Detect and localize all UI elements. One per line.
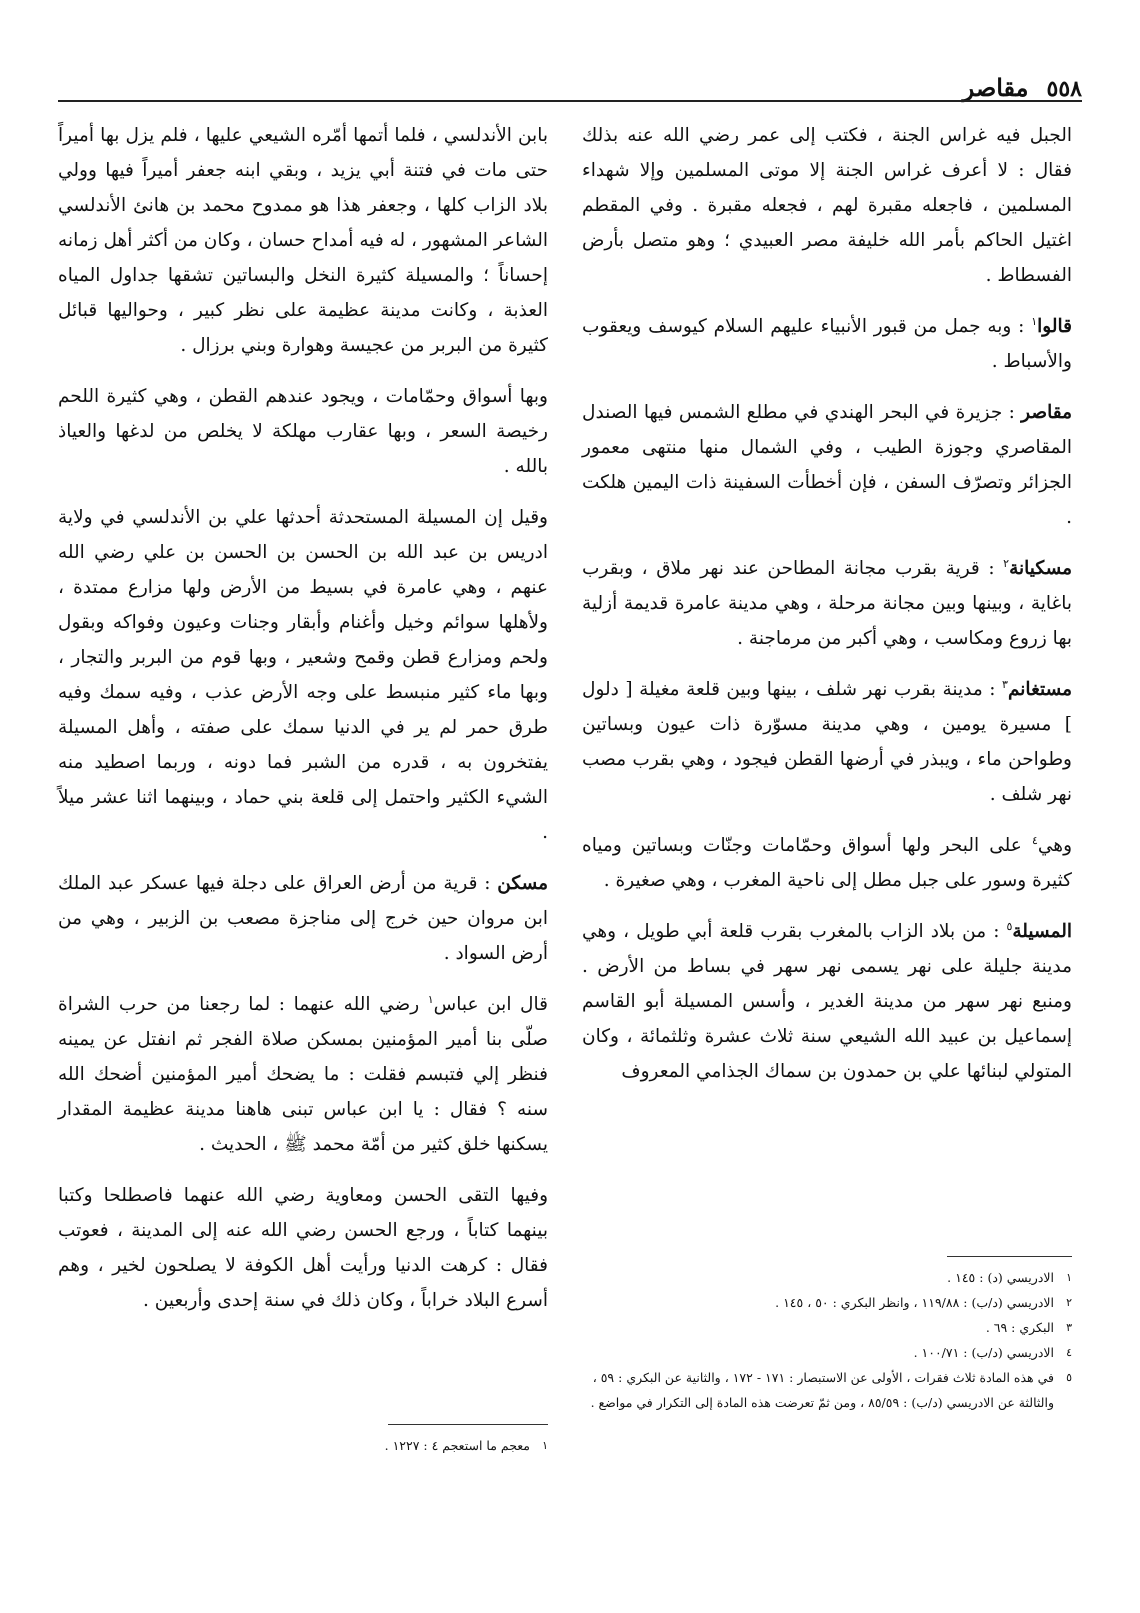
paragraph: وبها أسواق وحمّامات ، ويجود عندهم القطن ، وهي كثيرة اللحم رخيصة السعر ، وبها عقارب مهلكة لا يخلص من لدغها والعياذ بالله . <box>58 386 548 477</box>
entry-lead: وهي <box>1037 835 1072 856</box>
header-rule <box>58 100 1082 102</box>
paragraph: بابن الأندلسي ، فلما أتمها أمّره الشيعي عليها ، فلم يزل بها أميراً حتى مات في فتنة أبي يزيد ، وبقي ابنه جعفر أميراً فيها وولي بلاد الزاب كلها ، وجعفر هذا هو ممدوح محمد بن هانئ الأندلسي الشاعر المشهور ، له فيه أمداح حسان ، وكان من أكثر أهل زمانه إحساناً ؛ والمسيلة كثيرة النخل والبساتين تشقها جداول المياه العذبة ، وكانت مدينة عظيمة على نظر كبير ، وحواليها قبائل كثيرة من البربر من عجيسة وهوارة وبني برزال . <box>58 125 548 356</box>
footnote-ref: ٥ <box>1006 919 1013 933</box>
footnote: ٥ في هذه المادة ثلاث فقرات ، الأولى عن الاستبصار : ١٧١ - ١٧٢ ، والثانية عن البكري : ٥٩ ، والثالثة عن الادريسي (د/ب) : ٨٥/٥٩ ، ومن ثمّ تعرضت هذه المادة إلى التكرار في مواضع . <box>590 1370 1072 1410</box>
footnote-rule <box>947 1256 1072 1257</box>
entry-term: مسكيانة <box>1009 558 1072 579</box>
entry-paragraph <box>58 866 548 971</box>
footnote-ref: ٣ <box>1002 677 1008 691</box>
running-title: مقاصر <box>962 73 1029 102</box>
entry-text: : وبه جمل من قبور الأنبياء عليهم السلام كيوسف ويعقوب والأسباط . <box>582 316 1072 372</box>
footnote-ref: ٢ <box>1003 556 1010 570</box>
entry-term: المسيلة <box>1012 921 1072 942</box>
entry-term: مقاصر <box>1021 402 1072 423</box>
entry-text: : قرية بقرب مجانة المطاحن عند نهر ملاق ، وبقرب باغاية ، وبينها وبين مجانة مرحلة ، وهي مدينة عامرة قديمة أزلية بها زروع ومكاسب ، وهي أكبر من مرماجنة . <box>582 558 1072 649</box>
entry-paragraph <box>582 395 1072 535</box>
entry-paragraph <box>582 551 1072 656</box>
entry-paragraph <box>582 914 1072 1089</box>
footnote-rule <box>388 1424 548 1425</box>
footnote: ٣ البكري : ٦٩ . <box>985 1320 1072 1335</box>
footnotes-left <box>58 1424 548 1458</box>
footnote-ref: ١ <box>1031 314 1038 328</box>
footnote: ١ الادريسي (د) : ١٤٥ . <box>947 1270 1072 1285</box>
paragraph <box>58 987 548 1162</box>
quote-lead: قال ابن عباس <box>433 994 548 1015</box>
footnote: ٢ الادريسي (د/ب) : ١١٩/٨٨ ، وانظر البكري : ٥٠ ، ١٤٥ . <box>775 1295 1072 1310</box>
entry-term: قالوا <box>1037 316 1072 337</box>
entry-text: : من بلاد الزاب بالمغرب بقرب قلعة أبي طويل ، وهي مدينة جليلة على نهر يسمى نهر سهر في بساط من الأرض . ومنبع نهر سهر من مدينة الغدير ، وأسس المسيلة أبو القاسم إسماعيل بن عبيد الله الشيعي سنة ثلاث عشرة وثلثمائة ، وكان المتولي لبنائها علي بن حمدون بن سماك الجذامي المعروف <box>582 921 1072 1082</box>
right-column <box>582 118 1072 1105</box>
quote-text: رضي الله عنهما : لما رجعنا من حرب الشراة صلّى بنا أمير المؤمنين بمسكن صلاة الفجر ثم انفتل عن يمينه فنظر إلي فتبسم فقلت : ما يضحك أمير المؤمنين أضحك الله سنه ؟ فقال : يا ابن عباس تبنى هاهنا مدينة عظيمة المقدار يسكنها خلق كثير من أمّة محمد ﷺ ، الحديث . <box>58 994 548 1155</box>
entry-term: مستغانم <box>1007 679 1072 700</box>
footnote-ref: ١ <box>427 992 434 1006</box>
left-column <box>58 118 548 1334</box>
page-header <box>58 66 1082 102</box>
entry-paragraph <box>582 672 1072 812</box>
footnote: ١ معجم ما استعجم ٤ : ١٢٢٧ . <box>384 1438 548 1453</box>
entry-text: : قرية من أرض العراق على دجلة فيها عسكر عبد الملك ابن مروان حين خرج إلى مناجزة مصعب بن الزبير ، وهي من أرض السواد . <box>58 873 548 964</box>
paragraph: الجبل فيه غراس الجنة ، فكتب إلى عمر رضي الله عنه بذلك فقال : لا أعرف غراس الجنة إلا موتى المسلمين وإلا شهداء المسلمين ، فاجعله مقبرة لهم ، فجعله مقبرة . وفي المقطم اغتيل الحاكم بأمر الله خليفة مصر العبيدي ؛ وهو متصل بأرض الفسطاط . <box>582 125 1072 286</box>
footnote: ٤ الادريسي (د/ب) : ١٠٠/٧١ . <box>913 1345 1072 1360</box>
paragraph: وفيها التقى الحسن ومعاوية رضي الله عنهما فاصطلحا وكتبا بينهما كتاباً ، ورجع الحسن رضي الله عنه إلى المدينة ، فعوتب فقال : كرهت الدنيا ورأيت أهل الكوفة لا يصلحون لخير ، وهم أسرع البلاد خراباً ، وكان ذلك في سنة إحدى وأربعين . <box>58 1185 548 1311</box>
entry-text: : جزيرة في البحر الهندي في مطلع الشمس فيها الصندل المقاصري وجوزة الطيب ، وفي الشمال منها منتهى معمور الجزائر وتصرّف السفن ، فإن أخطأت السفينة ذات اليمين هلكت . <box>582 402 1072 528</box>
entry-paragraph <box>582 309 1072 379</box>
entry-term: مسكن <box>497 873 548 894</box>
paragraph: وقيل إن المسيلة المستحدثة أحدثها علي بن الأندلسي في ولاية ادريس بن عبد الله بن الحسن بن الحسن بن علي رضي الله عنهم ، وهي عامرة في بسيط من الأرض ولها مزارع ممتدة ، ولأهلها سوائم وخيل وأغنام وأبقار وجنات وعيون وفواكه وبقول ولحم ومزارع قطن وقمح وشعير ، وبها قوم من البربر والتجار ، وبها ماء كثير منبسط على وجه الأرض عذب ، وفيه سمك وفيه طرق حمر لم ير في الدنيا سمك على صفته ، وأهل المسيلة يفتخرون به ، قدره من الشبر فما دونه ، وربما اصطيد منه الشيء الكثير واحتمل إلى قلعة بني حماد ، وبينهما اثنا عشر ميلاً . <box>58 507 548 843</box>
footnotes-right <box>582 1256 1072 1415</box>
footnote-ref: ٤ <box>1031 833 1038 847</box>
entry-paragraph <box>582 828 1072 898</box>
page-number: ٥٥٨ <box>1046 76 1082 102</box>
entry-text: على البحر ولها أسواق وحمّامات وجنّات وبساتين ومياه كثيرة وسور على جبل مطل إلى ناحية المغرب ، وهي صغيرة . <box>582 835 1072 891</box>
entry-text: : مدينة بقرب نهر شلف ، بينها وبين قلعة مغيلة [ دلول ] مسيرة يومين ، وهي مدينة مسوّرة ذات عيون وبساتين وطواحن ماء ، ويبذر في أرضها القطن فيجود ، وهي بقرب مصب نهر شلف . <box>582 679 1072 805</box>
